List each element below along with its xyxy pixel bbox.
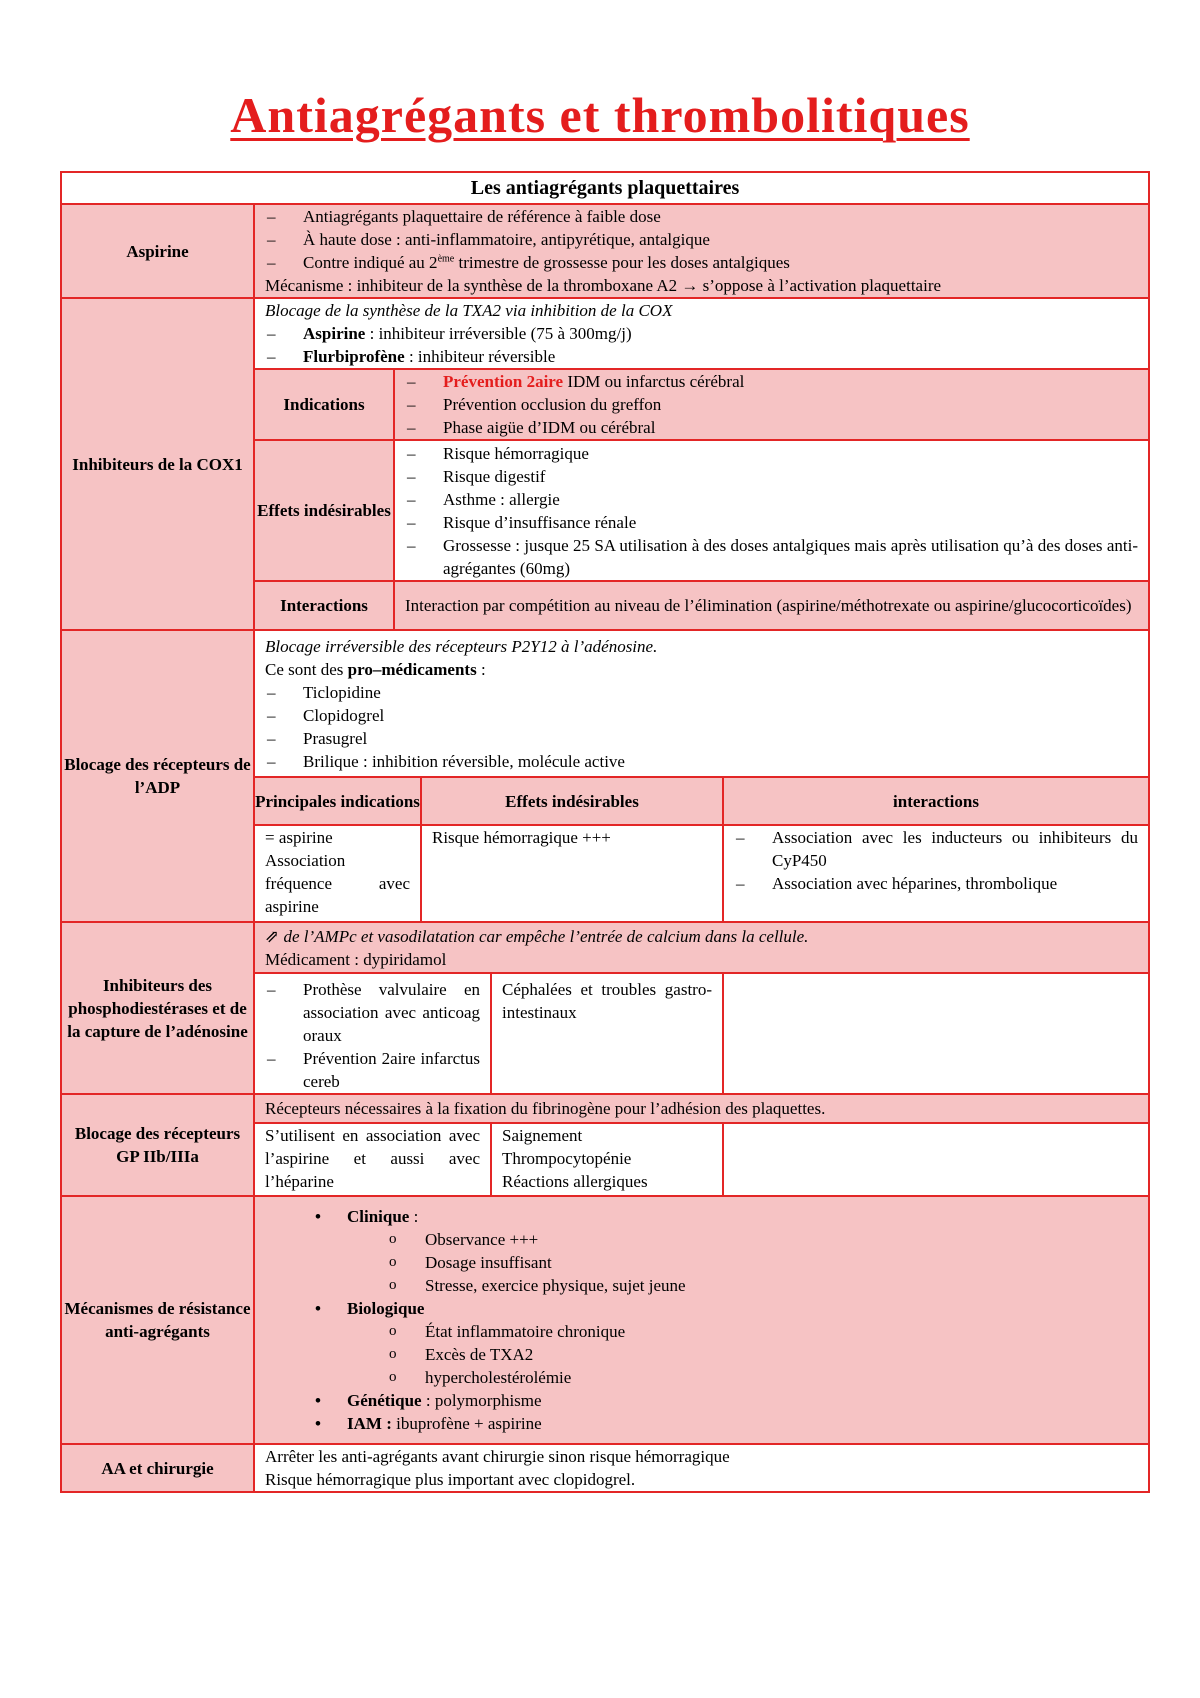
adp-content [254, 630, 1149, 922]
antiagregants-table [60, 171, 1150, 1493]
cox-intro: Blocage de la synthèse de la TXA2 via inhibition de la COX [265, 301, 673, 320]
row-label-chirurgie: AA et chirurgie [61, 1444, 254, 1492]
row-label-cox: Inhibiteurs de la COX1 [61, 298, 254, 630]
list-item: – Antiagrégants plaquettaire de référence à faible dose [265, 205, 1138, 228]
row-label-adp: Blocage des récepteurs de l’ADP [61, 630, 254, 922]
adp-effets: Risque hémorragique +++ [432, 828, 611, 847]
cox-content [254, 298, 1149, 630]
list-item: – Prothèse valvulaire en association avec anticoag oraux [265, 978, 480, 1047]
list-item: o Excès de TXA2 [347, 1343, 1138, 1366]
cox-effets-label: Effets indésirables [255, 440, 394, 581]
cox-interactions: Interaction par compétition au niveau de l’élimination (aspirine/méthotrexate ou aspirine/glucocorticoïdes) [405, 596, 1132, 615]
list-item: • Génétique : polymorphisme [265, 1389, 1138, 1412]
list-item: – Association avec les inducteurs ou inhibiteurs du CyP450 [734, 826, 1138, 872]
list-item: o État inflammatoire chronique [347, 1320, 1138, 1343]
adp-col-effets: Effets indésirables [421, 777, 723, 825]
page-title: Antiagrégants et thrombolitiques [230, 87, 970, 143]
aspirine-content [254, 204, 1149, 298]
adp-indication: Association fréquence avec aspirine [265, 851, 410, 916]
list-item: – Aspirine : inhibiteur irréversible (75 à 300mg/j) [265, 322, 1138, 345]
list-item: – Asthme : allergie [405, 488, 1138, 511]
list-item: • Clinique : o Observance +++ o Dosage insuffisant o Stresse, exercice physique, sujet jeune [265, 1205, 1138, 1297]
list-item: • IAM : ibuprofène + aspirine [265, 1412, 1138, 1435]
gp-usage: S’utilisent en association avec l’aspirine et aussi avec l’héparine [265, 1126, 480, 1191]
gp-effet: Réactions allergiques [502, 1172, 648, 1191]
row-label-aspirine: Aspirine [61, 204, 254, 298]
chirurgie-content [254, 1444, 1149, 1492]
list-item: – Risque hémorragique [405, 442, 1138, 465]
cox-indications-label: Indications [255, 369, 394, 440]
pde-intro: ⇗ de l’AMPc et vasodilatation car empêche l’entrée de calcium dans la cellule. [265, 926, 809, 946]
cox-interactions-label: Interactions [255, 581, 394, 629]
pde-content [254, 922, 1149, 1094]
list-item: – Prévention occlusion du greffon [405, 393, 1138, 416]
list-item: – Association avec héparines, thrombolique [734, 872, 1138, 895]
gp-content [254, 1094, 1149, 1196]
list-item: o hypercholestérolémie [347, 1366, 1138, 1389]
pde-medicament: Médicament : dypiridamol [265, 949, 447, 969]
list-item: – Phase aigüe d’IDM ou cérébral [405, 416, 1138, 439]
adp-line2: Ce sont des pro–médicaments : [265, 659, 486, 679]
list-item: – Flurbiprofène : inhibiteur réversible [265, 345, 1138, 368]
row-label-resistance: Mécanismes de résistance anti-agrégants [61, 1196, 254, 1444]
list-item: – Prévention 2aire IDM ou infarctus cérébral [405, 370, 1138, 393]
gp-effet: Thrompocytopénie [502, 1149, 632, 1168]
list-item: o Stresse, exercice physique, sujet jeune [347, 1274, 1138, 1297]
list-item: – Clopidogrel [265, 704, 1138, 727]
adp-intro: Blocage irréversible des récepteurs P2Y12 à l’adénosine. [265, 636, 658, 656]
adp-col-indications: Principales indications [255, 777, 421, 825]
chirurgie-line: Arrêter les anti-agrégants avant chirurgie sinon risque hémorragique [265, 1447, 730, 1466]
adp-col-interactions: interactions [723, 777, 1148, 825]
list-item: – Risque digestif [405, 465, 1138, 488]
table-header: Les antiagrégants plaquettaires [61, 172, 1149, 204]
row-label-pde: Inhibiteurs des phosphodiestérases et de la capture de l’adénosine [61, 922, 254, 1094]
chirurgie-line: Risque hémorragique plus important avec clopidogrel. [265, 1470, 636, 1489]
list-item: – Risque d’insuffisance rénale [405, 511, 1138, 534]
gp-intro: Récepteurs nécessaires à la fixation du fibrinogène pour l’adhésion des plaquettes. [265, 1099, 826, 1118]
list-item: • Biologique o État inflammatoire chronique o Excès de TXA2 o hypercholestérolémie [265, 1297, 1138, 1389]
aspirine-mecanisme: Mécanisme : inhibiteur de la synthèse de la thromboxane A2 → s’oppose à l’activation plaquettaire [265, 276, 942, 295]
list-item: – Prévention 2aire infarctus cereb [265, 1047, 480, 1093]
gp-effet: Saignement [502, 1126, 583, 1145]
list-item: – Ticlopidine [265, 681, 1138, 704]
pde-effets: Céphalées et troubles gastro-intestinaux [502, 980, 712, 1022]
list-item: – Brilique : inhibition réversible, molécule active [265, 750, 1138, 773]
list-item: – Prasugrel [265, 727, 1138, 750]
row-label-gp: Blocage des récepteurs GP IIb/IIIa [61, 1094, 254, 1196]
adp-indication: = aspirine [265, 828, 333, 847]
list-item: o Observance +++ [347, 1228, 1138, 1251]
list-item: – Contre indiqué au 2ème trimestre de grossesse pour les doses antalgiques [265, 251, 1138, 274]
list-item: – À haute dose : anti-inflammatoire, antipyrétique, antalgique [265, 228, 1138, 251]
list-item: o Dosage insuffisant [347, 1251, 1138, 1274]
resistance-content [254, 1196, 1149, 1444]
list-item: – Grossesse : jusque 25 SA utilisation à des doses antalgiques mais après utilisation qu’à des doses anti-agrégantes (60mg) [405, 534, 1138, 580]
